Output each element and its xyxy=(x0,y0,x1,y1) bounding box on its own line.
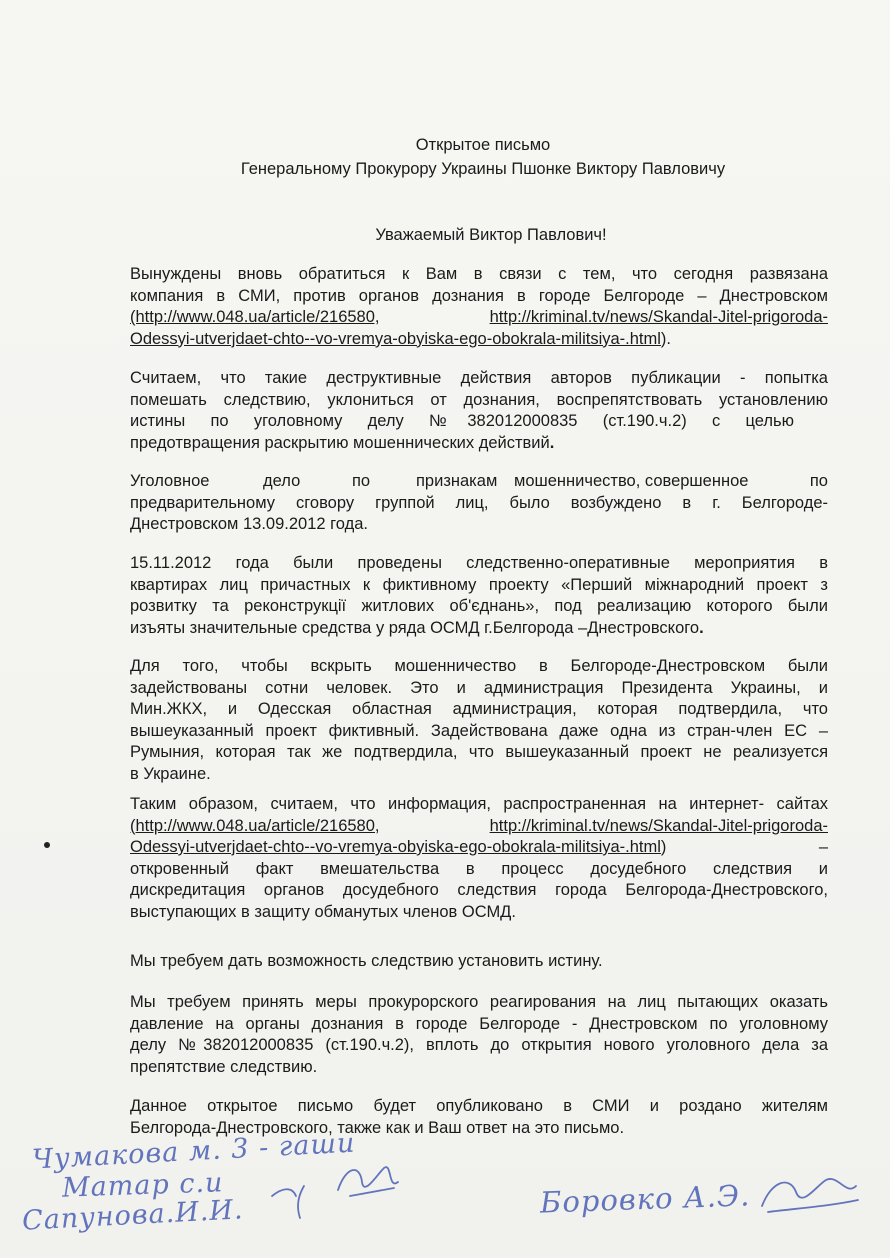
p1-line1: Вынуждены вновь обратиться к Вам в связи с тем, что сегодня развязана xyxy=(130,265,828,283)
p3-line2: предварительному сговору группой лиц, было возбуждено в г. Белгороде- xyxy=(130,493,828,512)
p4-line4-text: изъяты значительные средства у ряда ОСМД г.Белгорода –Днестровского xyxy=(130,618,700,637)
p5-line3: Мин.ЖКХ, и Одесская областная администрация, которая подтвердила, что xyxy=(130,700,828,718)
p3-line3: Днестровском 13.09.2012 года. xyxy=(130,515,368,533)
p6-line4: откровенный факт вмешательства в процесс досудебного следствия и xyxy=(130,859,828,878)
p3-word-2: дело xyxy=(263,472,301,490)
p6-line1: Таким образом, считаем, что информация, распространенная на интернет- сайтах xyxy=(130,795,828,813)
p2-line4-text: предотвращения раскрытию мошеннических действий xyxy=(130,433,550,452)
p9-line1: Данное открытое письмо будет опубликовано в СМИ и роздано жителям xyxy=(130,1097,828,1115)
signature-slash-mark xyxy=(298,1186,304,1218)
p5-line4: вышеуказанный проект фиктивный. Задействована даже одна из стран-член ЕС – xyxy=(130,721,828,740)
p4-line1: 15.11.2012 года были проведены следственно-оперативные мероприятия в xyxy=(130,554,828,572)
p2-line2: помешать следствию, уклониться от дознания, воспрепятствовать установлению xyxy=(130,390,828,409)
p3-word-4: признакам xyxy=(416,472,498,490)
p5-line5: Румыния, которая так же подтвердила, что вышеуказанный проект не реализуется xyxy=(130,743,828,761)
p4-line2: квартирах лиц причастных к фиктивному проекту «Перший міжнародний проект з xyxy=(130,575,828,594)
link-kriminal-tv-2-cont[interactable]: Odessyi-utverjdaet-chto--vo-vremya-obyiska-ego-obokrala-militsiya-.html xyxy=(130,838,661,856)
p2-line3: истины по уголовному делу №382012000835 (ст.190.ч.2) с целью xyxy=(130,412,794,430)
p2-line4-end: . xyxy=(549,433,555,452)
p8-line4: препятствие следствию. xyxy=(130,1057,318,1076)
link-048-ua-2[interactable]: (http://www.048.ua/article/216580, xyxy=(130,816,380,835)
p4-line4-end: . xyxy=(699,618,704,637)
p8-line2: давление на органы дознания в городе Белгороде - Днестровском по уголовному xyxy=(130,1014,828,1033)
p2-line1: Считаем, что такие деструктивные действия авторов публикации - попытка xyxy=(130,369,828,387)
p3-word-3: по xyxy=(352,472,371,490)
link-048-ua[interactable]: (http://www.048.ua/article/216580, xyxy=(130,308,380,326)
signature-right-flourish xyxy=(762,1179,856,1206)
signature-right-name: Боровко А.Э. xyxy=(539,1178,751,1220)
p6-line5: дискредитация органов досудебного следствия города Белгорода-Днестровского, xyxy=(130,881,828,899)
p1-line2: компания в СМИ, против органов дознания в городе Белгороде – Днестровском xyxy=(130,286,828,305)
p4-line3: розвитку та реконструкції житлових об'єднань», под реализацию которого были xyxy=(130,597,828,615)
link-kriminal-tv-cont[interactable]: Odessyi-utverjdaet-chto--vo-vremya-obyiska-ego-obokrala-militsiya-.html xyxy=(130,329,661,348)
letter-title: Открытое письмо xyxy=(415,136,551,154)
link-kriminal-tv-2[interactable]: http://kriminal.tv/news/Skandal-Jitel-prigoroda- xyxy=(489,816,828,835)
p1-line4-end: ). xyxy=(660,329,672,348)
p7-line1: Мы требуем дать возможность следствию установить истину. xyxy=(130,952,603,970)
salutation: Уважаемый Виктор Павлович! xyxy=(375,226,607,244)
p3-word-1: Уголовное xyxy=(130,472,210,490)
p5-line2: задействованы сотни человек. Это и администрация Президента Украины, и xyxy=(130,678,828,697)
p5-line6: в Украине. xyxy=(130,764,211,783)
p6-line6: выступающих в защиту обманутых членов ОСМД. xyxy=(130,902,516,921)
p8-line1: Мы требуем принять меры прокурорского реагирования на лиц пытающих оказать xyxy=(130,993,828,1011)
link-kriminal-tv[interactable]: http://kriminal.tv/news/Skandal-Jitel-prigoroda- xyxy=(489,308,828,326)
p6-line3-dash: – xyxy=(818,838,828,856)
signature-middle-scribble xyxy=(338,1167,398,1190)
signature-left-line1: Чумакова м. 3 - гаши xyxy=(31,1127,357,1176)
p5-line1: Для того, чтобы вскрыть мошенничество в Белгороде-Днестровском были xyxy=(130,657,828,675)
p3-word-5: мошенничество, совершенное xyxy=(514,472,749,490)
p9-line2: Белгорода-Днестровского, также как и Ваш ответ на это письмо. xyxy=(130,1118,625,1137)
signature-middle-stroke xyxy=(350,1188,394,1196)
signature-left-line3: Сапунова.И.И. xyxy=(21,1194,245,1237)
signature-left-line2: Матар с.и xyxy=(61,1167,224,1204)
signature-dash-mark xyxy=(272,1189,296,1196)
p8-line3: делу №382012000835 (ст.190.ч.2), вплоть до открытия нового уголовного дела за xyxy=(130,1036,828,1054)
signature-right-underline xyxy=(768,1200,858,1212)
p6-line3-end: ) xyxy=(660,838,667,856)
p3-word-6: по xyxy=(809,472,828,490)
letter-addressee: Генеральному Прокурору Украины Пшонке Виктору Павловичу xyxy=(240,160,726,178)
